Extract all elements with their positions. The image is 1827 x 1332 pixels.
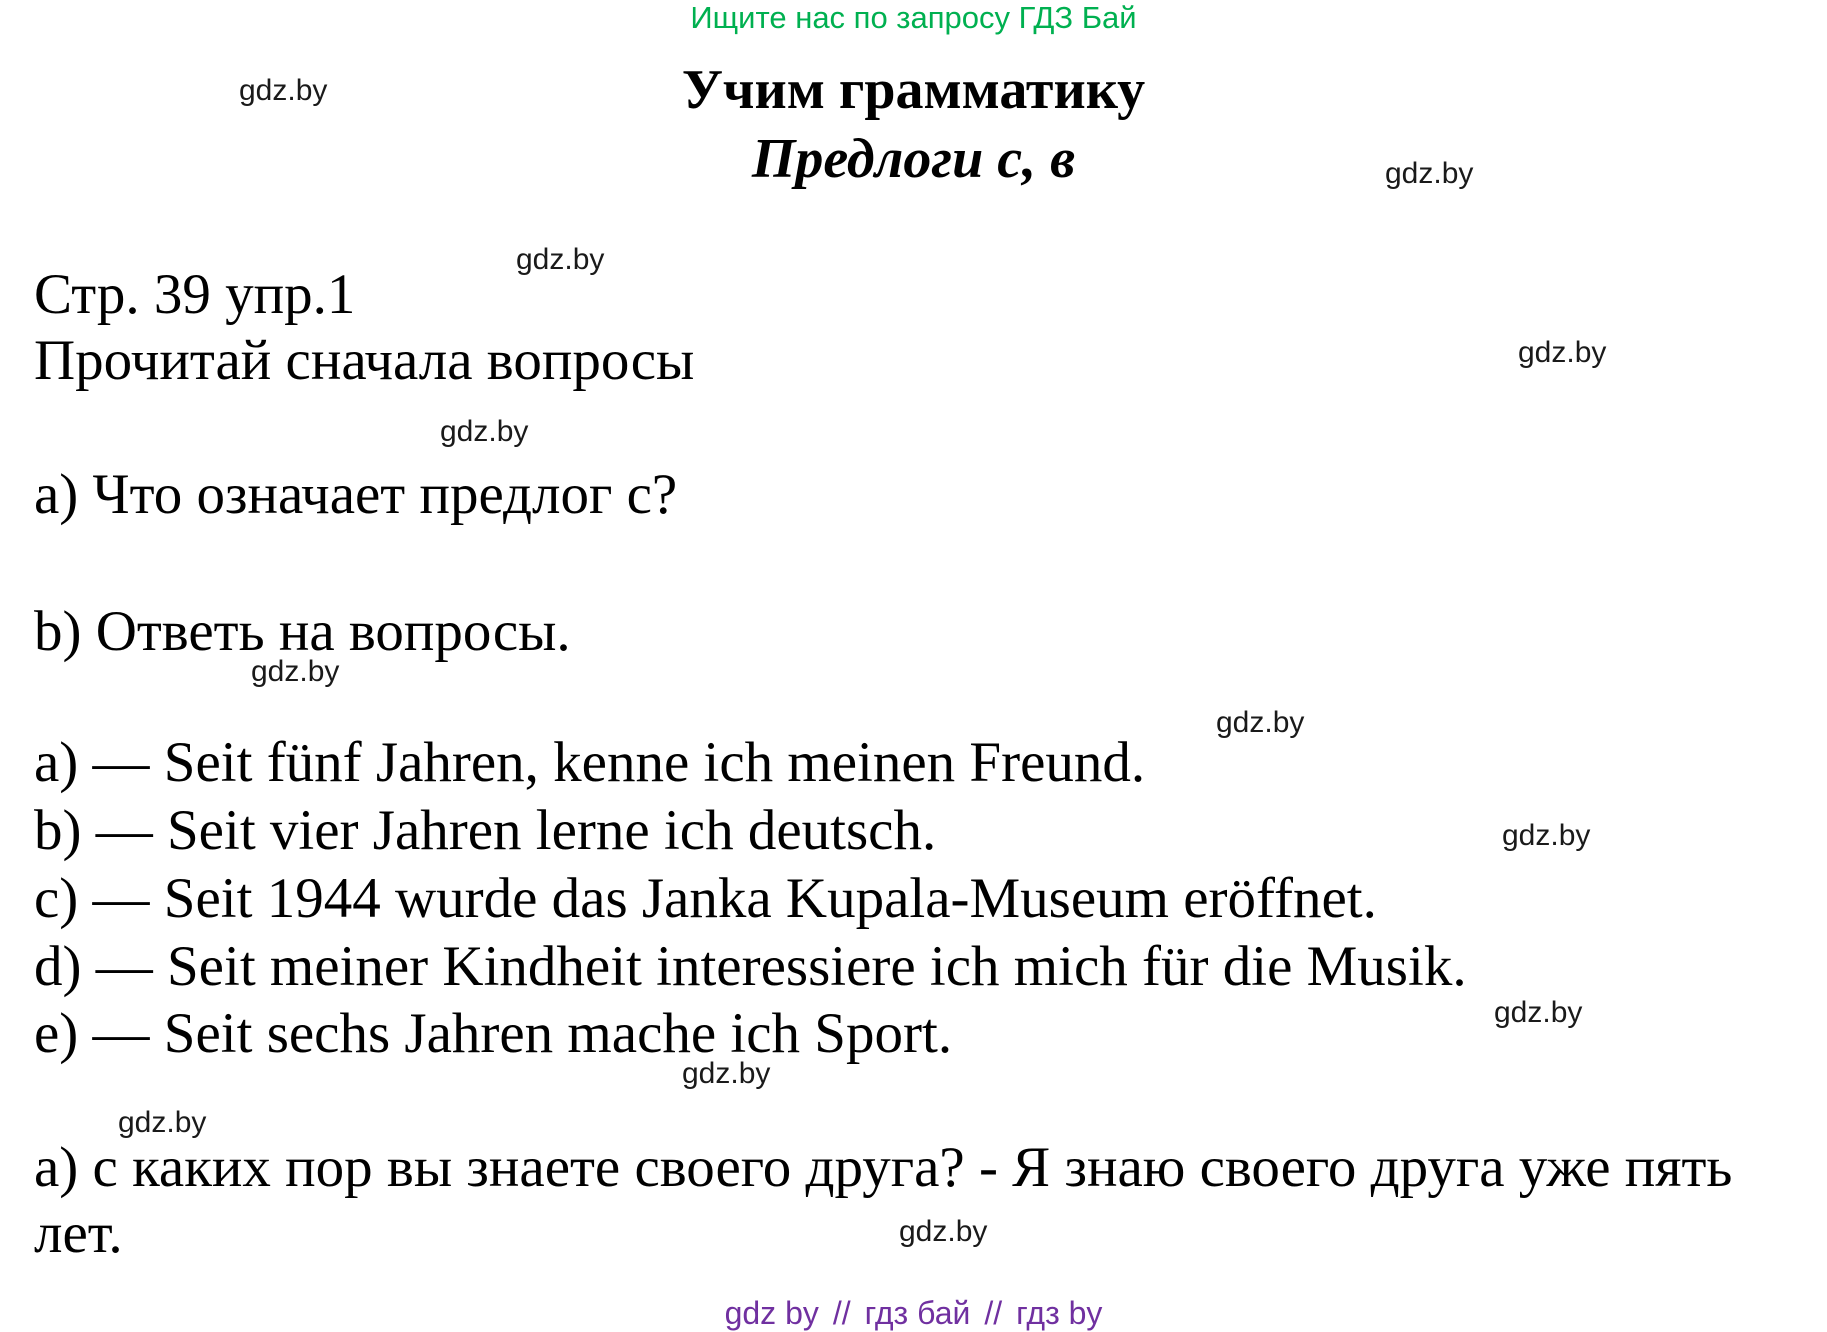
footer-separator: //	[984, 1295, 1003, 1331]
answer-d: d) — Seit meiner Kindheit interessiere ich mich für die Musik.	[34, 935, 1467, 998]
task-a: a) Что означает предлог с?	[34, 463, 678, 526]
watermark: gdz.by	[440, 415, 529, 448]
watermark: gdz.by	[118, 1106, 207, 1139]
answer-b: b) — Seit vier Jahren lerne ich deutsch.	[34, 799, 937, 862]
watermark: gdz.by	[516, 243, 605, 276]
translation-line-2: лет.	[34, 1202, 123, 1265]
watermark: gdz.by	[899, 1215, 988, 1248]
watermark: gdz.by	[1494, 996, 1583, 1029]
page-subtitle: Предлоги с, в	[751, 128, 1076, 190]
watermark: gdz.by	[239, 74, 328, 107]
task-b: b) Ответь на вопросы.	[34, 600, 571, 663]
answer-c: c) — Seit 1944 wurde das Janka Kupala-Museum eröffnet.	[34, 867, 1377, 930]
watermark: gdz.by	[1216, 706, 1305, 739]
answer-e: e) — Seit sechs Jahren mache ich Sport.	[34, 1002, 953, 1065]
footer-link-gdz-by-cyr[interactable]: гдз by	[1016, 1295, 1103, 1331]
answer-a: a) — Seit fünf Jahren, kenne ich meinen Freund.	[34, 731, 1146, 794]
watermark: gdz.by	[1518, 336, 1607, 369]
exercise-reference: Стр. 39 упр.1	[34, 263, 356, 326]
search-banner: Ищите нас по запросу ГДЗ Бай	[690, 0, 1137, 35]
watermark: gdz.by	[682, 1057, 771, 1090]
footer-separator: //	[832, 1295, 851, 1331]
watermark: gdz.by	[1502, 819, 1591, 852]
footer-link-gdz-by[interactable]: gdz by	[724, 1295, 819, 1331]
watermark: gdz.by	[251, 655, 340, 688]
instruction-text: Прочитай сначала вопросы	[34, 329, 695, 392]
translation-line-1: а) с каких пор вы знаете своего друга? - Я знаю своего друга уже пять	[34, 1136, 1733, 1199]
footer-link-gdz-bai[interactable]: гдз бай	[864, 1295, 971, 1331]
footer-links	[0, 1295, 1827, 1332]
watermark: gdz.by	[1385, 157, 1474, 190]
page-title: Учим грамматику	[681, 59, 1146, 121]
